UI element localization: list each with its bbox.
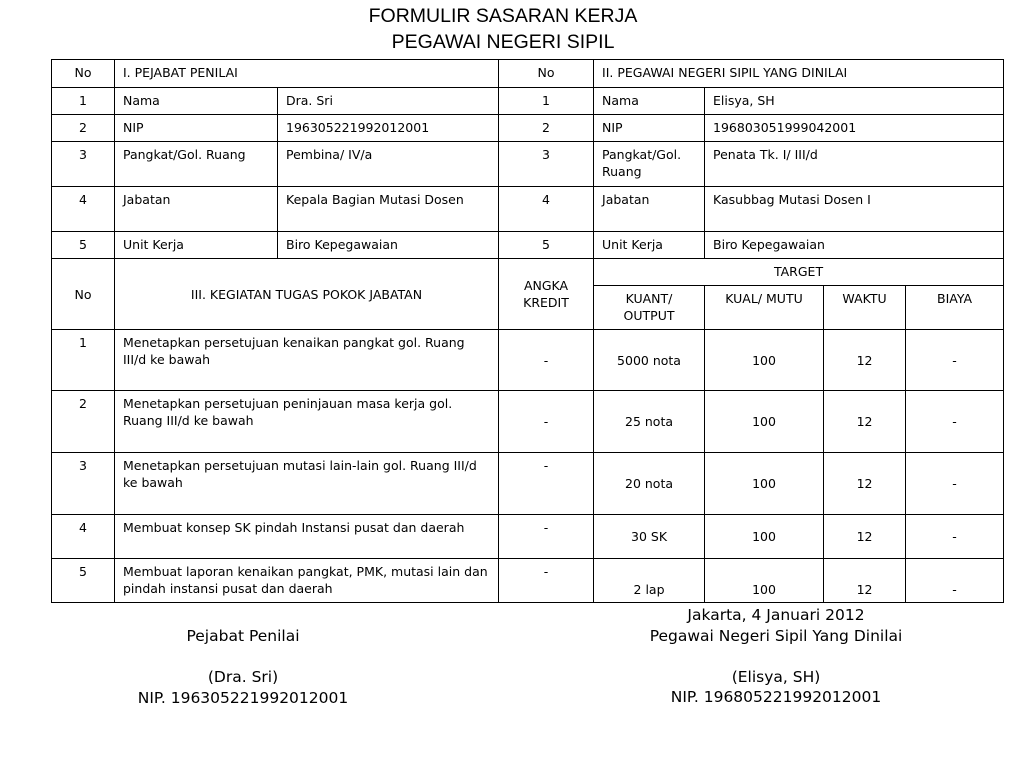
signature-block-pejabat-penilai <box>100 626 386 708</box>
biaya-value: - <box>906 559 1004 603</box>
waktu-header: WAKTU <box>824 286 906 330</box>
biaya-value: - <box>906 330 1004 391</box>
kegiatan-description: Menetapkan persetujuan kenaikan pangkat gol. Ruang III/d ke bawah <box>115 330 499 391</box>
signature-block-pegawai-dinilai <box>600 605 952 708</box>
field-value-2: Kasubbag Mutasi Dosen I <box>705 187 1004 232</box>
kegiatan-no: 2 <box>52 391 115 453</box>
field-value-2: Penata Tk. I/ III/d <box>705 142 1004 187</box>
field-value-2: Elisya, SH <box>705 88 1004 115</box>
kegiatan-header-no: No <box>52 259 115 330</box>
kuant-output-value: 25 nota <box>594 391 705 453</box>
kuant-output-value: 20 nota <box>594 453 705 515</box>
signature-nip: NIP. 196805221992012001 <box>670 688 882 706</box>
row-no-2: 1 <box>499 88 594 115</box>
target-header: TARGET <box>594 259 1004 286</box>
field-value: 196305221992012001 <box>278 115 499 142</box>
angka-kredit-value: - <box>499 559 594 603</box>
biaya-header: BIAYA <box>906 286 1004 330</box>
angka-kredit-header: ANGKA KREDIT <box>499 259 594 330</box>
signature-spacer <box>100 647 386 668</box>
kuant-output-value: 2 lap <box>594 559 705 603</box>
row-no: 3 <box>52 142 115 187</box>
waktu-value: 12 <box>824 515 906 559</box>
row-no-2: 4 <box>499 187 594 232</box>
row-no: 1 <box>52 88 115 115</box>
row-no: 2 <box>52 115 115 142</box>
kegiatan-description: Menetapkan persetujuan peninjauan masa kerja gol. Ruang III/d ke bawah <box>115 391 499 453</box>
field-label: Pangkat/Gol. Ruang <box>115 142 278 187</box>
title-line-2: PEGAWAI NEGERI SIPIL <box>391 31 615 53</box>
signature-date: Jakarta, 4 Januari 2012 <box>687 606 865 624</box>
title-line-1: FORMULIR SASARAN KERJA <box>368 5 638 27</box>
kegiatan-row <box>52 453 1004 515</box>
kual-mutu-value: 100 <box>705 391 824 453</box>
angka-kredit-value: - <box>499 391 594 453</box>
biaya-value: - <box>906 453 1004 515</box>
kegiatan-description: Menetapkan persetujuan mutasi lain-lain gol. Ruang III/d ke bawah <box>115 453 499 515</box>
signature-spacer <box>600 646 952 667</box>
field-label-2: Nama <box>594 88 705 115</box>
field-label-2: NIP <box>594 115 705 142</box>
kegiatan-no: 1 <box>52 330 115 391</box>
field-value-2: Biro Kepegawaian <box>705 232 1004 259</box>
header-pejabat-penilai: I. PEJABAT PENILAI <box>115 60 499 88</box>
row-no-2: 3 <box>499 142 594 187</box>
biaya-value: - <box>906 391 1004 453</box>
kegiatan-row <box>52 391 1004 453</box>
angka-kredit-value: - <box>499 453 594 515</box>
kual-mutu-value: 100 <box>705 330 824 391</box>
kegiatan-row <box>52 330 1004 391</box>
field-label: Unit Kerja <box>115 232 278 259</box>
signature-name: (Dra. Sri) <box>207 668 279 686</box>
waktu-value: 12 <box>824 559 906 603</box>
document-title <box>0 3 1006 55</box>
field-label: Nama <box>115 88 278 115</box>
signature-name: (Elisya, SH) <box>731 667 821 686</box>
kegiatan-description: Membuat laporan kenaikan pangkat, PMK, mutasi lain dan pindah instansi pusat dan daerah <box>115 559 499 603</box>
signature-nip: NIP. 196305221992012001 <box>137 688 349 707</box>
row-no: 5 <box>52 232 115 259</box>
field-value: Kepala Bagian Mutasi Dosen <box>278 187 499 232</box>
identity-row <box>52 115 1004 142</box>
biaya-value: - <box>906 515 1004 559</box>
identity-row <box>52 232 1004 259</box>
waktu-value: 12 <box>824 453 906 515</box>
kegiatan-no: 5 <box>52 559 115 603</box>
kegiatan-no: 3 <box>52 453 115 515</box>
field-label-2: Jabatan <box>594 187 705 232</box>
kuant-output-value: 5000 nota <box>594 330 705 391</box>
field-value-2: 196803051999042001 <box>705 115 1004 142</box>
field-label-2: Pangkat/Gol. Ruang <box>594 142 705 187</box>
angka-kredit-value: - <box>499 515 594 559</box>
identity-row <box>52 142 1004 187</box>
field-label-2: Unit Kerja <box>594 232 705 259</box>
kual-mutu-value: 100 <box>705 559 824 603</box>
header-pegawai-dinilai: II. PEGAWAI NEGERI SIPIL YANG DINILAI <box>594 60 1004 88</box>
row-no-2: 5 <box>499 232 594 259</box>
angka-kredit-value: - <box>499 330 594 391</box>
identity-row <box>52 187 1004 232</box>
kual-mutu-value: 100 <box>705 453 824 515</box>
header-no-2: No <box>499 60 594 88</box>
waktu-value: 12 <box>824 330 906 391</box>
row-no-2: 2 <box>499 115 594 142</box>
kegiatan-no: 4 <box>52 515 115 559</box>
kegiatan-description: Membuat konsep SK pindah Instansi pusat dan daerah <box>115 515 499 559</box>
signature-title: Pejabat Penilai <box>186 627 300 645</box>
kuant-output-header: KUANT/ OUTPUT <box>594 286 705 330</box>
field-value: Dra. Sri <box>278 88 499 115</box>
field-label: Jabatan <box>115 187 278 232</box>
row-no: 4 <box>52 187 115 232</box>
header-no: No <box>52 60 115 88</box>
field-value: Pembina/ IV/a <box>278 142 499 187</box>
identity-row <box>52 88 1004 115</box>
waktu-value: 12 <box>824 391 906 453</box>
field-label: NIP <box>115 115 278 142</box>
kegiatan-row <box>52 515 1004 559</box>
signature-title: Pegawai Negeri Sipil Yang Dinilai <box>649 626 903 645</box>
kegiatan-row <box>52 559 1004 603</box>
section-header-row <box>52 60 1004 88</box>
field-value: Biro Kepegawaian <box>278 232 499 259</box>
kuant-output-value: 30 SK <box>594 515 705 559</box>
kual-mutu-header: KUAL/ MUTU <box>705 286 824 330</box>
kegiatan-header-row <box>52 259 1004 286</box>
kual-mutu-value: 100 <box>705 515 824 559</box>
kegiatan-header-title: III. KEGIATAN TUGAS POKOK JABATAN <box>115 259 499 330</box>
sasaran-kerja-table <box>51 59 1004 603</box>
